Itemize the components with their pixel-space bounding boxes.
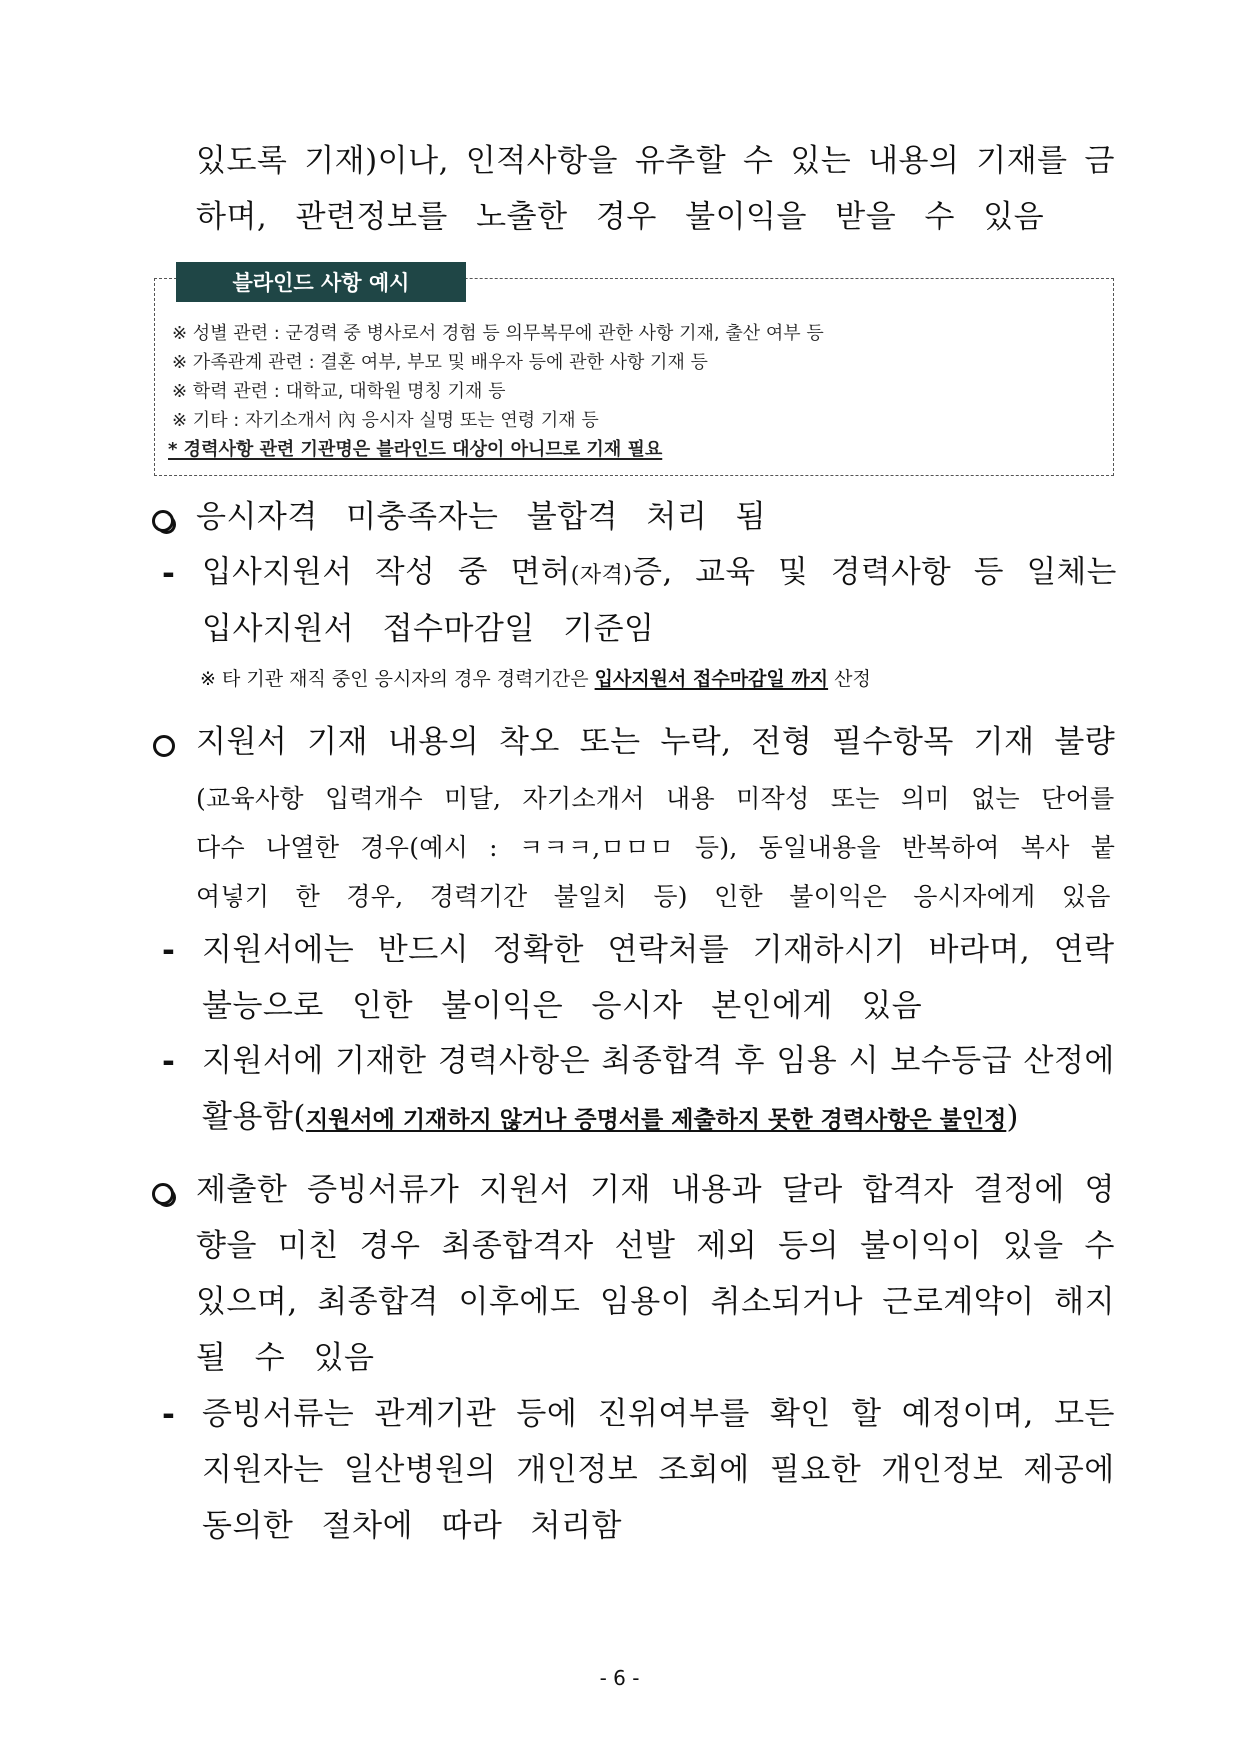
section2-sub-line2: 다수 나열한 경우(예시 : ㅋㅋㅋ,ㅁㅁㅁ 등), 동일내용을 반복하여 복사 붙: [196, 833, 1116, 862]
dash-bullet-icon: -: [162, 933, 175, 969]
blind-item-family: ※ 가족관계 관련 : 결혼 여부, 부모 및 배우자 등에 관한 사항 기재 등: [172, 352, 708, 373]
section3-line3: 있으며, 최종합격 이후에도 임용이 취소되거나 근로계약이 해지: [196, 1284, 1116, 1320]
intro-line-1: 있도록 기재)이나, 인적사항을 유추할 수 있는 내용의 기재를 금: [196, 143, 1115, 179]
section2-dash2-text-a: 활용함(: [202, 1099, 306, 1135]
section1-note-text-a: ※ 타 기관 재직 중인 응시자의 경우 경력기간은: [200, 668, 595, 690]
blind-item-gender: ※ 성별 관련 : 군경력 중 병사로서 경험 등 의무복무에 관한 사항 기재, 출산 여부 등: [172, 323, 824, 344]
section2-heading: 지원서 기재 내용의 착오 또는 누락, 전형 필수항목 기재 불량: [196, 724, 1116, 760]
section3-line2: 향을 미친 경우 최종합격자 선발 제외 등의 불이익이 있을 수: [196, 1228, 1115, 1264]
section3-dash1-line1: 증빙서류는 관계기관 등에 진위여부를 확인 할 예정이며, 모든: [202, 1396, 1115, 1432]
page-number: - 6 -: [599, 1666, 640, 1690]
dash-bullet-icon: -: [162, 1397, 175, 1433]
section2-dash1-line2: 불능으로 인한 불이익은 응시자 본인에게 있음: [202, 988, 923, 1024]
section1-note-text-b: 산정: [828, 668, 871, 690]
section2-sub-line1: (교육사항 입력개수 미달, 자기소개서 내용 미작성 또는 의미 없는 단어를: [196, 784, 1115, 813]
blind-example-title: 블라인드 사항 예시: [176, 262, 466, 302]
section3-dash1-line3: 동의한 절차에 따라 처리함: [202, 1508, 622, 1544]
dash-bullet-icon: -: [162, 556, 175, 592]
section2-sub-line3: 여넣기 한 경우, 경력기간 불일치 등) 인한 불이익은 응시자에게 있음: [196, 882, 1111, 911]
bullet-circle-icon: [153, 735, 175, 757]
section3-dash1-line2: 지원자는 일산병원의 개인정보 조회에 필요한 개인정보 제공에: [202, 1452, 1115, 1488]
section1-heading: 응시자격 미충족자는 불합격 처리 됨: [196, 499, 767, 535]
section1-note-bold: 입사지원서 접수마감일 까지: [594, 668, 829, 690]
bullet-circle-icon: [152, 510, 174, 532]
section3-line1: 제출한 증빙서류가 지원서 기재 내용과 달라 합격자 결정에 영: [196, 1172, 1115, 1208]
intro-line-2: 하며, 관련정보를 노출한 경우 불이익을 받을 수 있음: [196, 199, 1045, 235]
section1-dash1-text-b: 증, 교육 및 경력사항 등 일체는: [632, 555, 1117, 590]
section1-dash1-paren: (자격): [570, 563, 633, 588]
blind-item-emphasis: * 경력사항 관련 기관명은 블라인드 대상이 아니므로 기재 필요: [168, 439, 663, 460]
section2-dash1-line1: 지원서에는 반드시 정확한 연락처를 기재하시기 바라며, 연락: [202, 932, 1115, 968]
blind-item-other: ※ 기타 : 자기소개서 內 응시자 실명 또는 연령 기재 등: [172, 410, 599, 431]
dash-bullet-icon: -: [162, 1044, 175, 1080]
section1-dash1-line1: [202, 555, 1117, 590]
bullet-circle-icon: [152, 1183, 174, 1205]
section3-line4: 될 수 있음: [196, 1340, 375, 1376]
section1-dash1-text-a: 입사지원서 작성 중 면허: [202, 555, 571, 590]
section1-note: [200, 670, 871, 689]
section2-dash2-line1: 지원서에 기재한 경력사항은 최종합격 후 임용 시 보수등급 산정에: [202, 1043, 1115, 1079]
blind-item-education: ※ 학력 관련 : 대학교, 대학원 명칭 기재 등: [172, 381, 506, 402]
section2-dash2-text-b: ): [1006, 1099, 1019, 1135]
section2-dash2-bold: 지원서에 기재하지 않거나 증명서를 제출하지 못한 경력사항은 불인정: [305, 1106, 1007, 1133]
section1-dash1-line2: 입사지원서 접수마감일 기준임: [202, 611, 655, 647]
section2-dash2-line2: [202, 1099, 1019, 1135]
